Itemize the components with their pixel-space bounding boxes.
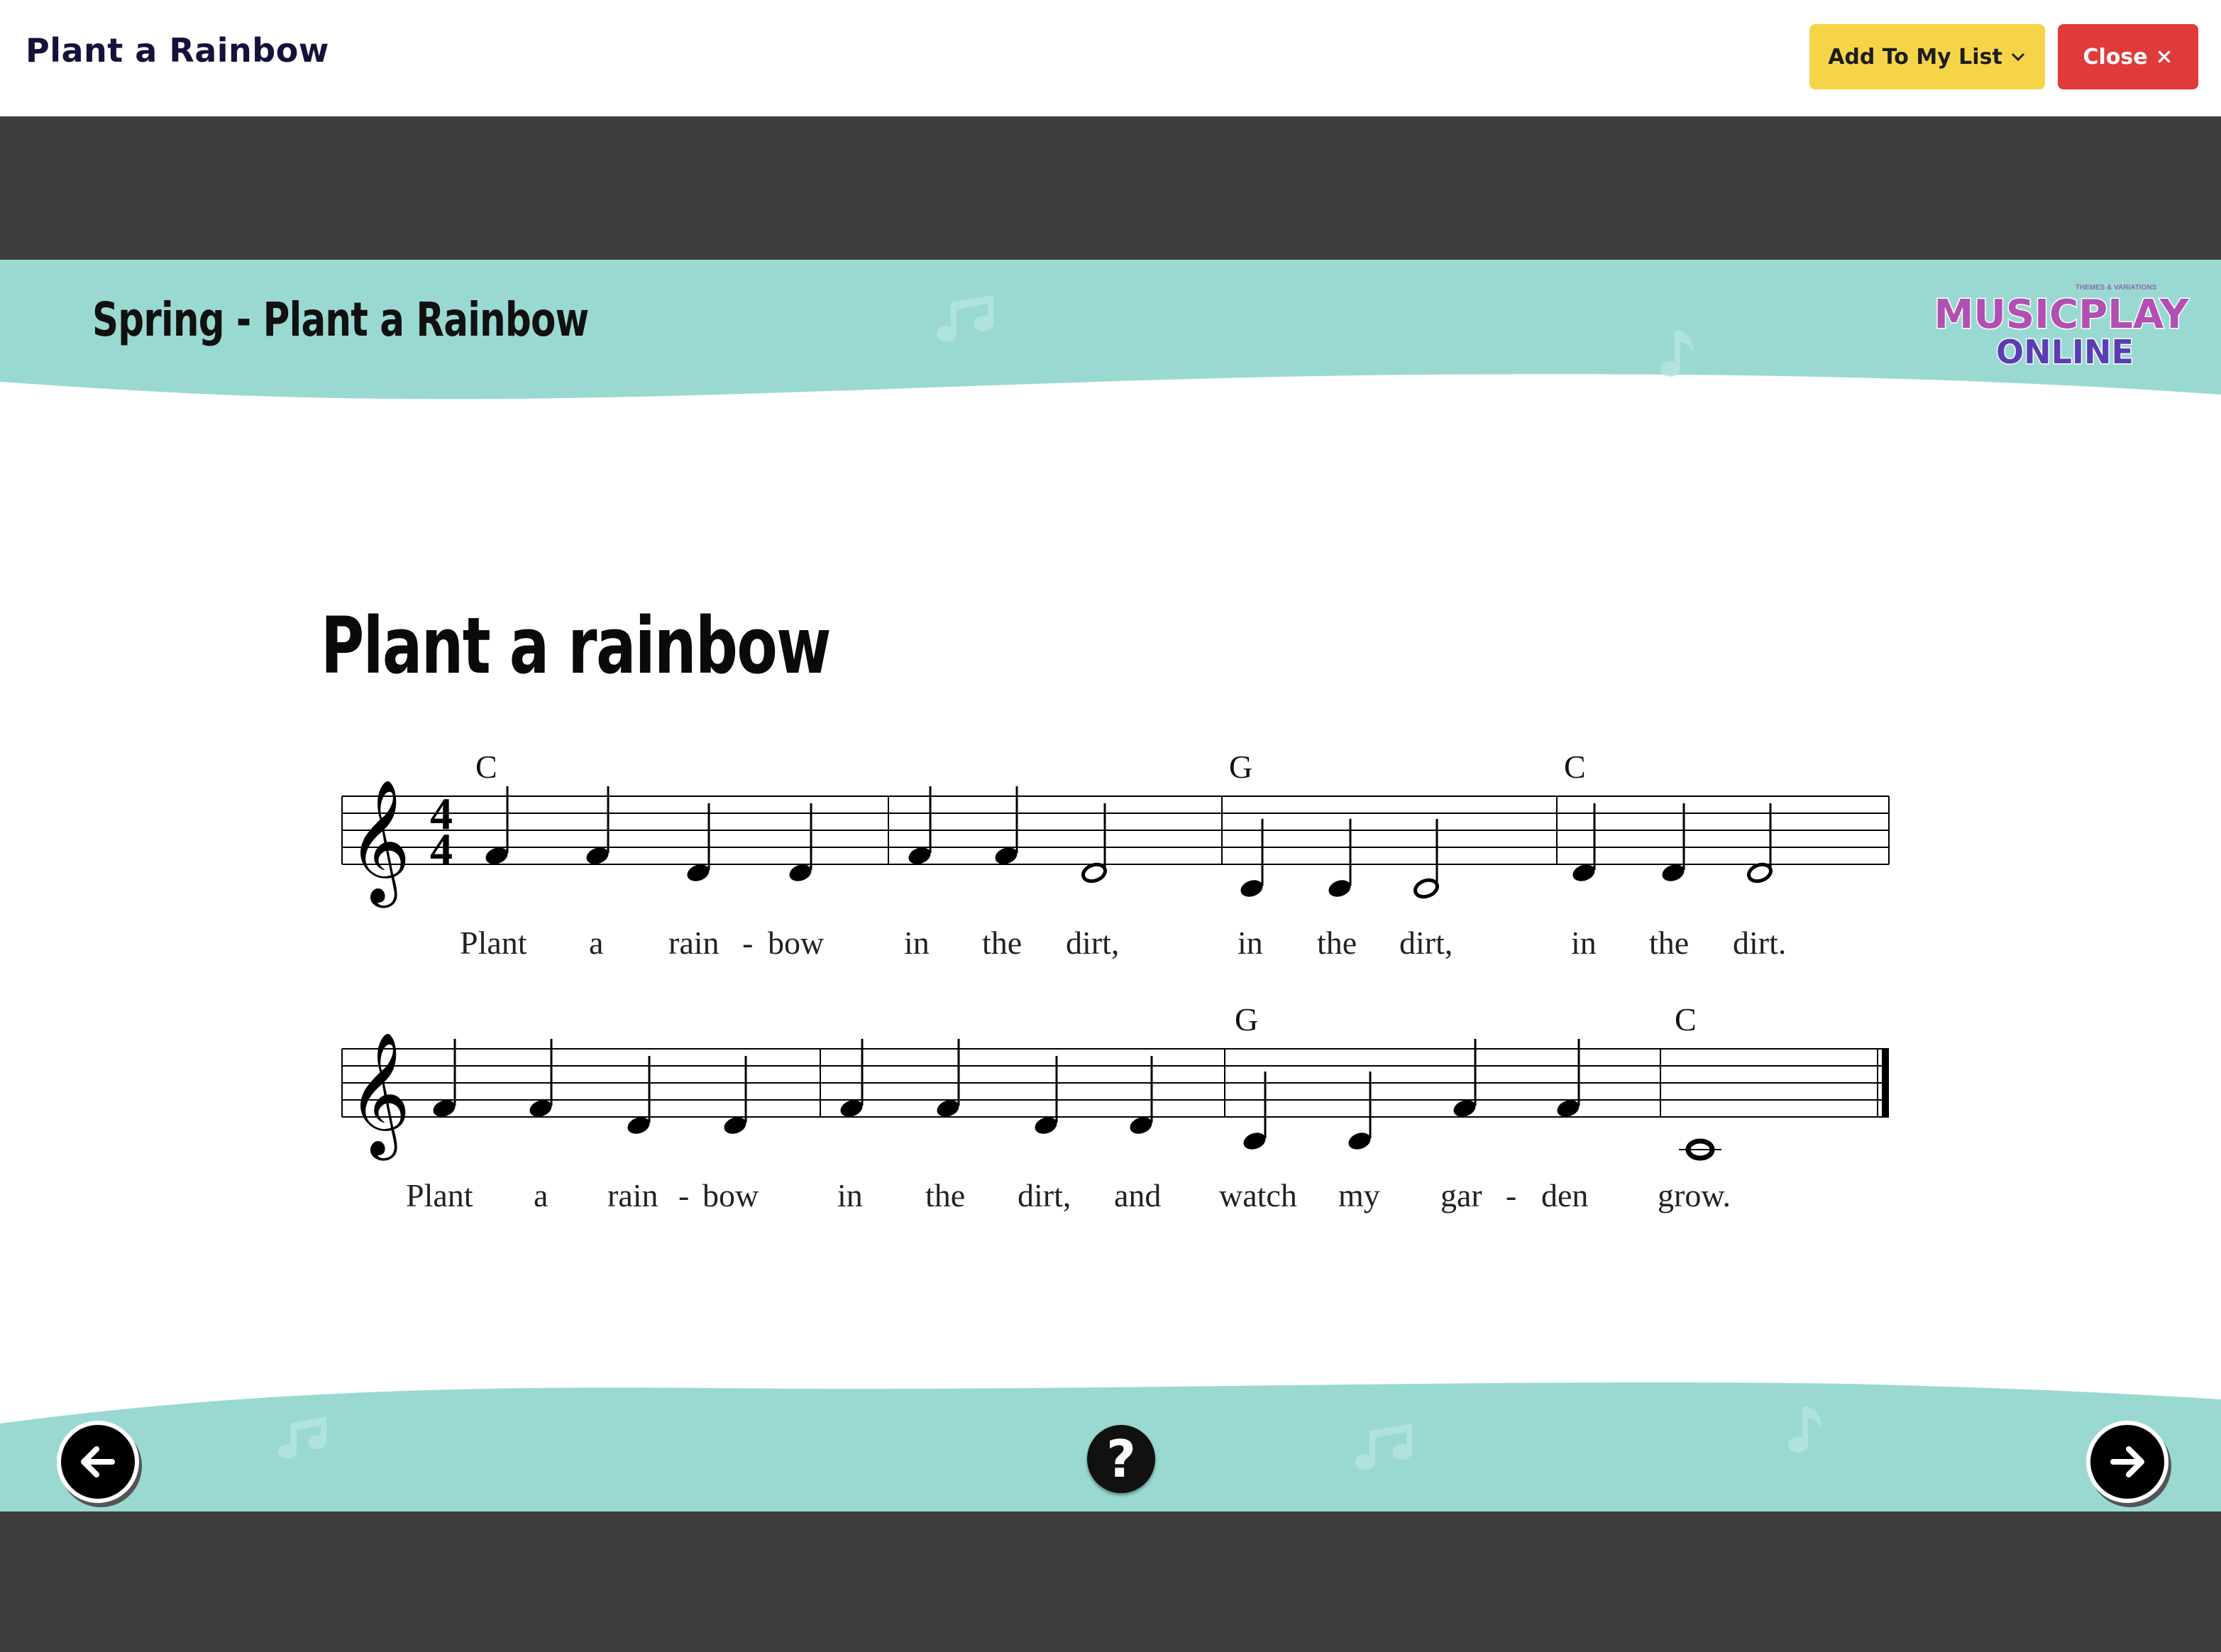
sheet-music (0, 260, 2221, 1511)
add-to-my-list-label: Add To My List (1828, 44, 2002, 70)
lyric: watch (1219, 1177, 1297, 1213)
svg-text:4: 4 (430, 824, 453, 874)
arrow-right-icon (2105, 1439, 2150, 1485)
treble-clef-1: 𝄞 (348, 779, 411, 903)
arrow-left-icon (75, 1439, 121, 1485)
close-icon (2155, 48, 2173, 66)
close-label: Close (2083, 44, 2148, 70)
note (1128, 1056, 1154, 1137)
note (1660, 803, 1687, 884)
lyric: - (742, 925, 754, 961)
note (787, 803, 814, 884)
lyric: den (1541, 1177, 1589, 1213)
next-button[interactable] (2086, 1421, 2168, 1503)
help-button[interactable] (1087, 1425, 1155, 1493)
note (1326, 819, 1353, 900)
lyric: gar (1440, 1177, 1482, 1213)
treble-clef-2: 𝄞 (348, 1032, 411, 1155)
slide-heading: Spring - Plant a Rainbow (92, 292, 589, 347)
lyric: rain (668, 925, 720, 961)
note (625, 1056, 652, 1137)
chord-label: C (1675, 1001, 1697, 1037)
close-button[interactable] (2058, 24, 2198, 89)
svg-text:THEMES & VARIATIONS: THEMES & VARIATIONS (2075, 284, 2157, 292)
note (584, 786, 611, 867)
lyric: the (1317, 925, 1357, 961)
time-signature (430, 788, 453, 874)
add-to-my-list-button[interactable] (1809, 24, 2045, 89)
lyric: bow (768, 925, 825, 961)
note (483, 786, 510, 867)
song-title: Plant a rainbow (321, 600, 830, 691)
page-title: Plant a Rainbow (26, 31, 329, 70)
staff-1 (342, 796, 1889, 864)
lyric: a (589, 925, 604, 961)
lyric: the (982, 925, 1023, 961)
note (1238, 819, 1265, 900)
note (431, 1039, 458, 1120)
svg-text:ONLINE: ONLINE (1996, 333, 2134, 371)
note (1679, 1141, 1721, 1158)
chevron-down-icon (2010, 48, 2027, 65)
staff-2 (342, 1049, 1889, 1117)
lyric: dirt, (1399, 925, 1453, 961)
note (1451, 1039, 1478, 1120)
note (1346, 1072, 1373, 1152)
top-bar (0, 0, 2221, 116)
lyric: Plant (460, 925, 527, 961)
note (1746, 803, 1773, 884)
note (1570, 803, 1597, 884)
chord-label: C (475, 749, 497, 785)
lyric: in (1571, 925, 1597, 961)
lyric: the (1649, 925, 1690, 961)
lyric: rain (607, 1177, 658, 1213)
lyric: dirt, (1018, 1177, 1071, 1213)
note (1032, 1056, 1059, 1137)
note (838, 1039, 865, 1120)
lyric: Plant (406, 1177, 473, 1213)
chord-label: C (1564, 749, 1586, 785)
lyric: my (1338, 1177, 1380, 1213)
note (993, 786, 1020, 867)
lyric: dirt, (1066, 925, 1120, 961)
note (685, 803, 712, 884)
note (1081, 803, 1108, 884)
lyric: the (925, 1177, 966, 1213)
lyric: in (904, 925, 930, 961)
final-barline (1882, 1049, 1889, 1117)
lyric: - (678, 1177, 690, 1213)
lyric: bow (702, 1177, 759, 1213)
question-icon: ? (1106, 1429, 1136, 1489)
note (1241, 1072, 1268, 1152)
note (722, 1056, 749, 1137)
lyric: in (1238, 925, 1263, 961)
previous-button[interactable] (57, 1421, 139, 1503)
lyric: - (1506, 1177, 1517, 1213)
svg-text:MUSICPLAY: MUSICPLAY (1934, 292, 2189, 338)
note (906, 786, 933, 867)
svg-text:4: 4 (430, 788, 453, 839)
slide (0, 260, 2221, 1511)
note (935, 1039, 961, 1120)
note (527, 1039, 554, 1120)
lyric: a (534, 1177, 549, 1213)
chord-label: G (1235, 1001, 1259, 1037)
lyric: grow. (1658, 1177, 1731, 1213)
note (1555, 1039, 1582, 1120)
lyric: and (1114, 1177, 1162, 1213)
chord-label: G (1229, 749, 1253, 785)
note (1413, 819, 1440, 900)
lyric: in (837, 1177, 863, 1213)
lyric: dirt. (1733, 925, 1787, 961)
